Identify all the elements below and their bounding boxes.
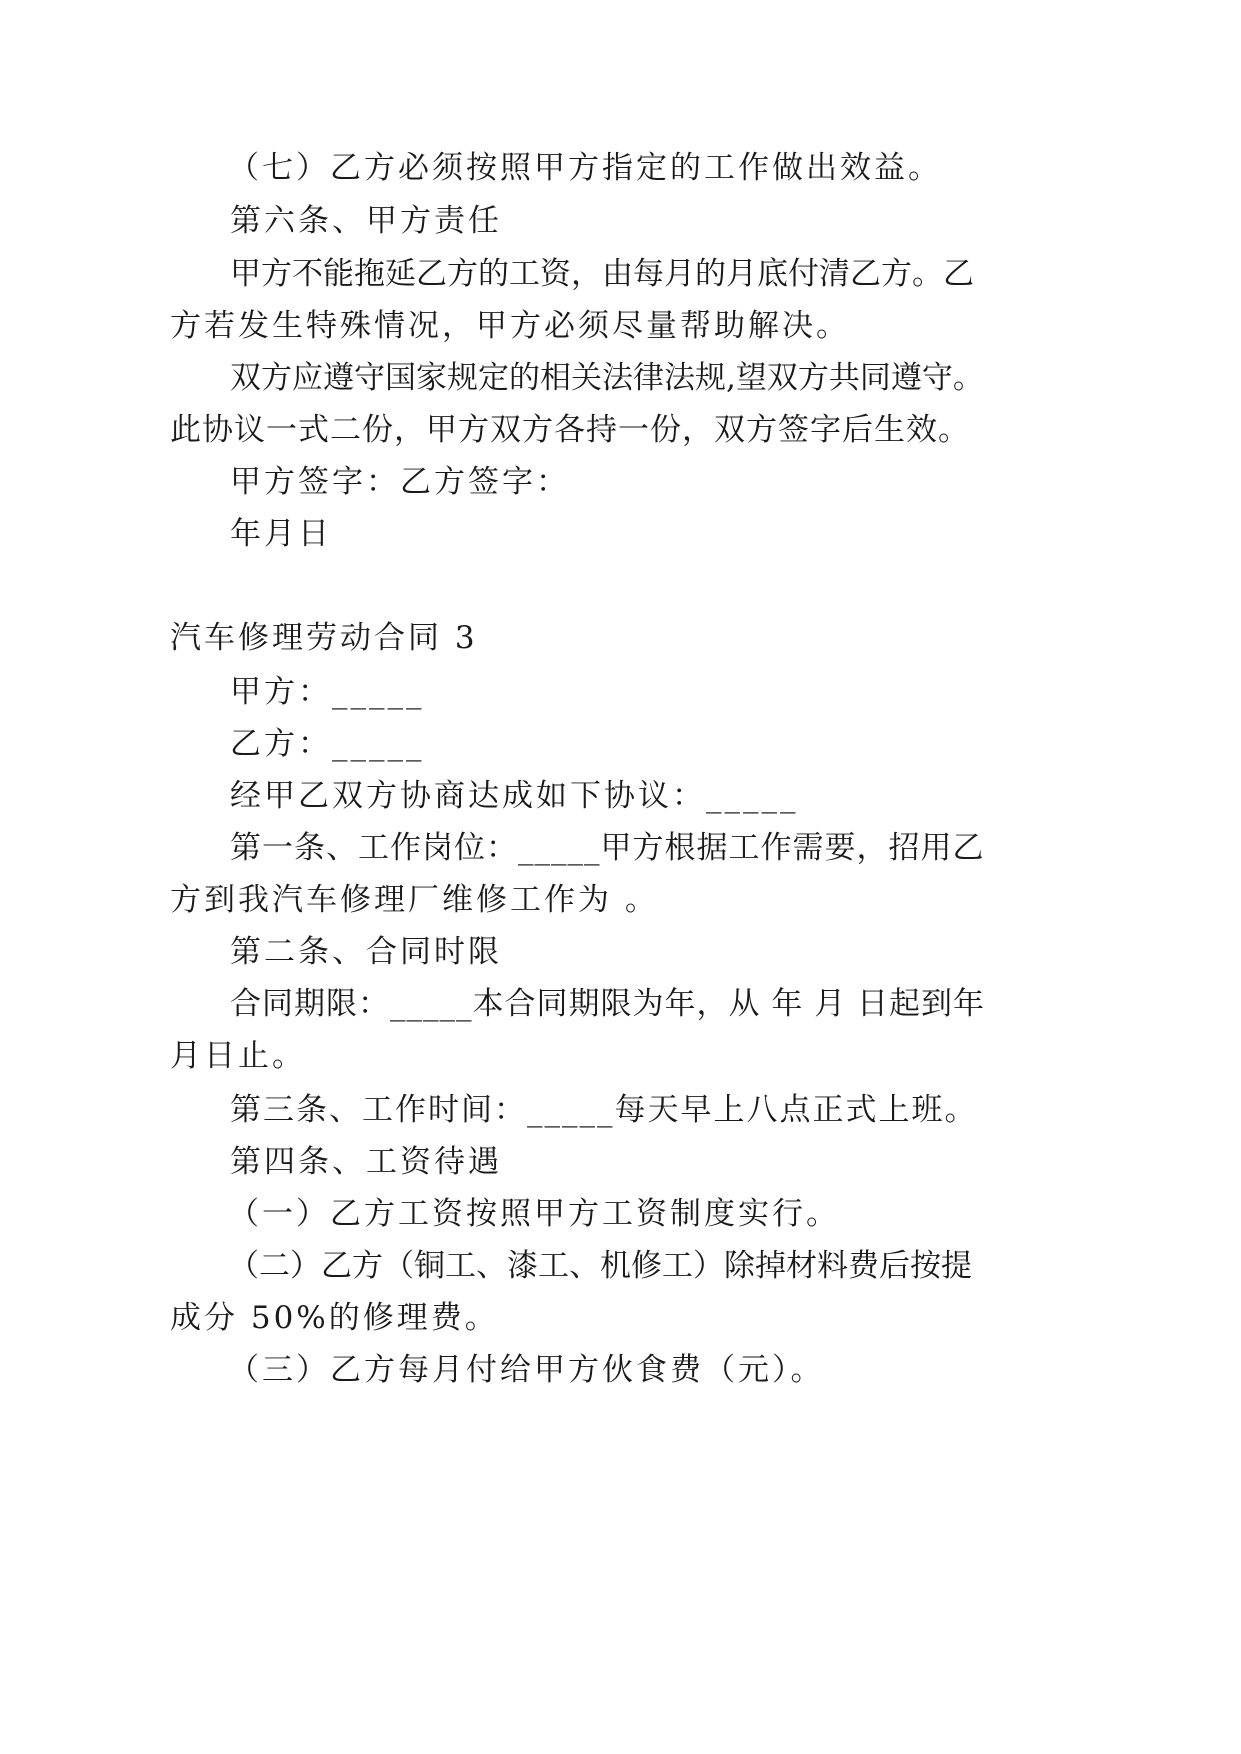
text-line: 第一条、工作岗位：_____甲方根据工作需要，招用乙 bbox=[230, 830, 985, 866]
text-line: 经甲乙双方协商达成如下协议：_____ bbox=[230, 778, 799, 814]
party-b-field: 乙方：_____ bbox=[230, 726, 425, 762]
signature-line: 甲方签字：乙方签字： bbox=[230, 464, 570, 500]
section-heading: 第四条、工资待遇 bbox=[230, 1144, 502, 1180]
text-line: 月日止。 bbox=[170, 1038, 306, 1074]
text-line: 双方应遵守国家规定的相关法律法规,望双方共同遵守。 bbox=[230, 360, 984, 396]
date-line: 年月日 bbox=[230, 516, 332, 552]
text-line: 方到我汽车修理厂维修工作为 。 bbox=[170, 882, 659, 918]
section-heading: 第二条、合同时限 bbox=[230, 934, 502, 970]
text-line: 成分 50%的修理费。 bbox=[170, 1300, 499, 1336]
text-line: 合同期限：_____本合同期限为年，从 年 月 日起到年 bbox=[230, 986, 986, 1022]
text-line: （三）乙方每月付给甲方伙食费（元）。 bbox=[228, 1352, 825, 1388]
section-heading: 第六条、甲方责任 bbox=[230, 203, 502, 239]
text-line: 此协议一式二份，甲方双方各持一份，双方签字后生效。 bbox=[170, 412, 970, 448]
text-line: 甲方不能拖延乙方的工资，由每月的月底付清乙方。乙 bbox=[230, 256, 974, 292]
text-line: 第三条、工作时间：_____每天早上八点正式上班。 bbox=[230, 1092, 978, 1128]
text-line: （七）乙方必须按照甲方指定的工作做出效益。 bbox=[228, 150, 942, 186]
text-line: （一）乙方工资按照甲方工资制度实行。 bbox=[228, 1196, 840, 1232]
text-line: （二）乙方（铜工、漆工、机修工）除掉材料费后按提 bbox=[228, 1248, 972, 1284]
text-line: 方若发生特殊情况，甲方必须尽量帮助解决。 bbox=[170, 308, 850, 344]
party-a-field: 甲方：_____ bbox=[230, 674, 425, 710]
document-title: 汽车修理劳动合同 3 bbox=[170, 620, 478, 656]
